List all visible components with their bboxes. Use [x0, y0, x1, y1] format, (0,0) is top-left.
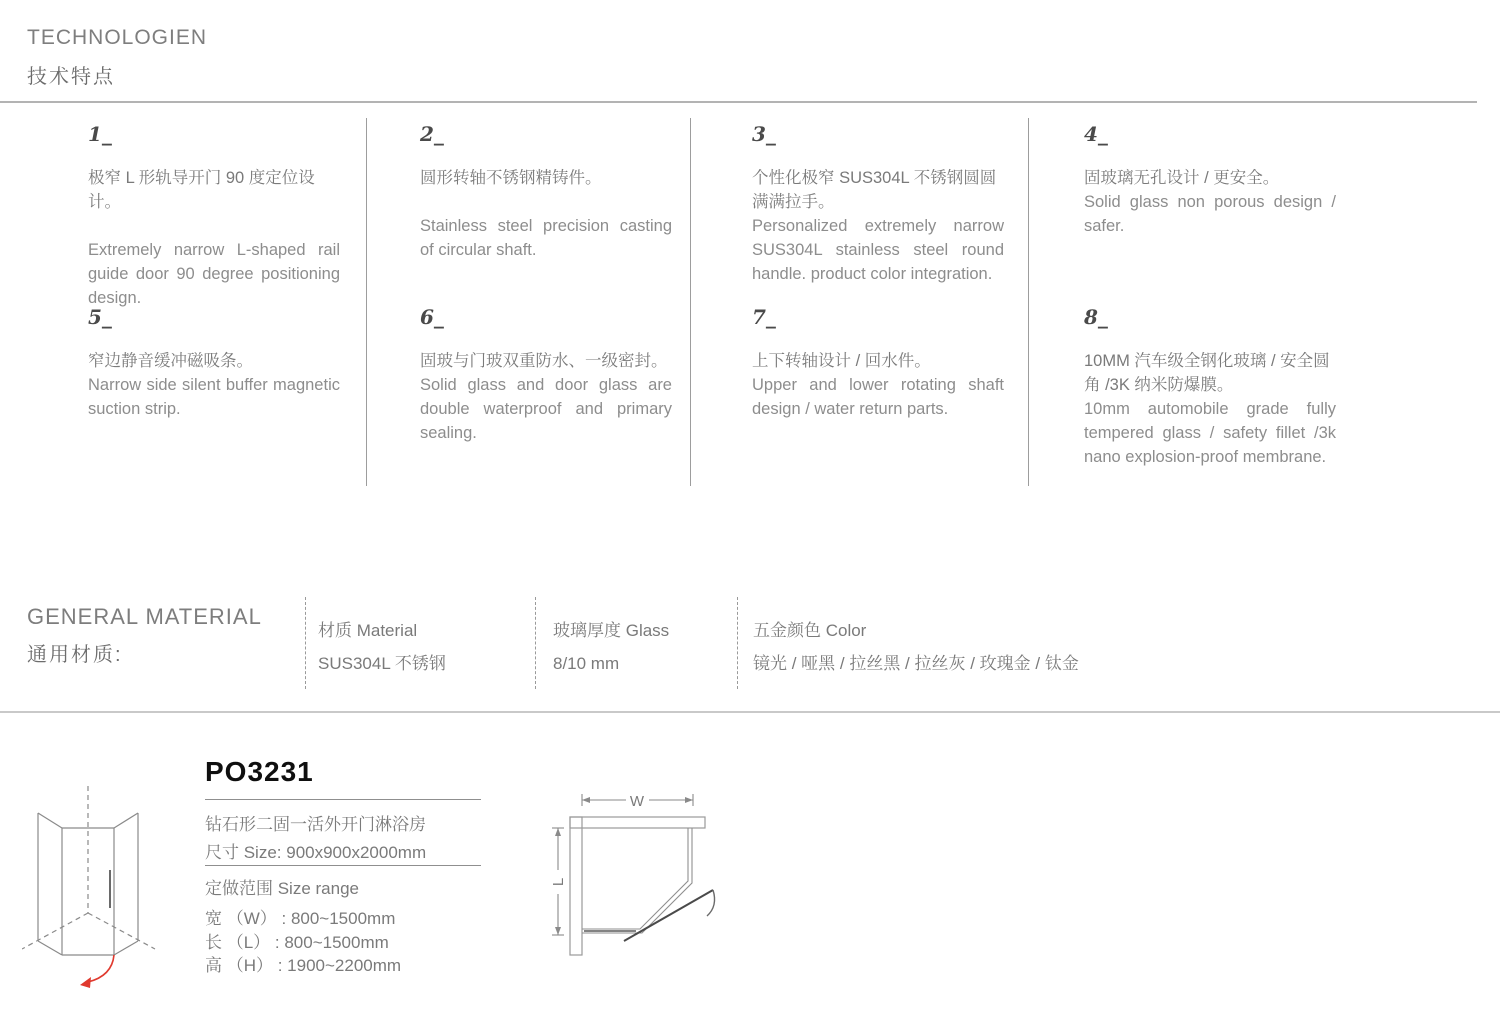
- column-divider: [366, 118, 367, 486]
- material-section-title: GENERAL MATERIAL: [27, 604, 262, 629]
- glass-label: 玻璃厚度 Glass: [553, 621, 670, 640]
- rule: [205, 865, 481, 866]
- dimension-label-w: W: [629, 793, 645, 810]
- size-range-title: 定做范围 Size range: [205, 879, 359, 898]
- feature-text-en: Solid glass and door glass are double waterproof and primary sealing.: [420, 376, 672, 442]
- feature-block-5: [88, 305, 340, 421]
- dimension-label-l: L: [550, 877, 567, 887]
- column-divider: [1028, 118, 1029, 486]
- range-height: 高 （H） : 1900~2200mm: [205, 956, 402, 975]
- glass-column: [553, 615, 669, 680]
- material-label: 材质 Material: [318, 621, 418, 640]
- rule: [205, 799, 481, 800]
- feature-number: 5_: [88, 305, 112, 329]
- feature-number: 1_: [88, 122, 112, 146]
- page-subtitle: 技术特点: [27, 66, 115, 88]
- feature-text-en: Personalized extremely narrow SUS304L stainless steel round handle. product color integration.: [752, 217, 1004, 283]
- feature-block-7: [752, 305, 1004, 421]
- color-label: 五金颜色 Color: [753, 621, 867, 640]
- material-value: SUS304L 不锈钢: [318, 654, 446, 673]
- range-length: 长 （L） : 800~1500mm: [205, 933, 389, 952]
- range-width: 宽 （W） : 800~1500mm: [205, 909, 396, 928]
- feature-block-6: [420, 305, 672, 445]
- feature-text-cn: 10MM 汽车级全钢化玻璃 / 安全圆角 /3K 纳米防爆膜。: [1084, 352, 1330, 394]
- feature-block-3: [752, 122, 1004, 286]
- product-size: 尺寸 Size: 900x900x2000mm: [205, 843, 427, 862]
- door-swing-arrow: [80, 955, 114, 988]
- section-divider: [0, 711, 1500, 713]
- feature-text-en: Solid glass non porous design / safer.: [1084, 193, 1336, 235]
- feature-number: 6_: [420, 305, 444, 329]
- glass-value: 8/10 mm: [553, 654, 620, 673]
- feature-block-8: [1084, 305, 1336, 469]
- product-description: 钻石形二固一活外开门淋浴房: [205, 815, 426, 834]
- material-column: [318, 615, 446, 680]
- feature-text-en: Narrow side silent buffer magnetic suction strip.: [88, 376, 340, 418]
- color-value: 镜光 / 哑黑 / 拉丝黑 / 拉丝灰 / 玫瑰金 / 钛金: [753, 654, 1079, 673]
- product-wireframe-drawing: [22, 778, 172, 1010]
- feature-text-en: Upper and lower rotating shaft design / water return parts.: [752, 376, 1004, 418]
- feature-text-en: Stainless steel precision casting of circular shaft.: [420, 217, 672, 259]
- plan-view-drawing: [540, 782, 730, 967]
- column-divider: [690, 118, 691, 486]
- feature-text-cn: 极窄 L 形轨导开门 90 度定位设计。: [88, 169, 315, 211]
- feature-text-en: 10mm automobile grade fully tempered glass / safety fillet /3k nano explosion-proof membrane.: [1084, 400, 1336, 466]
- dashed-divider: [305, 597, 306, 689]
- feature-number: 8_: [1084, 305, 1108, 329]
- feature-text-cn: 窄边静音缓冲磁吸条。: [88, 352, 253, 370]
- material-section-subtitle: 通用材质:: [27, 644, 123, 666]
- color-column: [753, 615, 1079, 680]
- feature-text-cn: 个性化极窄 SUS304L 不锈钢圆圆满满拉手。: [752, 169, 997, 211]
- feature-text-en: Extremely narrow L-shaped rail guide door 90 degree positioning design.: [88, 241, 340, 307]
- feature-number: 3_: [752, 122, 776, 146]
- dashed-divider: [737, 597, 738, 689]
- dashed-divider: [535, 597, 536, 689]
- feature-number: 4_: [1084, 122, 1108, 146]
- feature-block-2: [420, 122, 672, 262]
- feature-number: 2_: [420, 122, 444, 146]
- feature-text-cn: 圆形转轴不锈钢精铸件。: [420, 169, 602, 187]
- feature-text-cn: 固玻与门玻双重防水、一级密封。: [420, 352, 668, 370]
- product-model: PO3231: [205, 756, 314, 787]
- feature-text-cn: 上下转轴设计 / 回水件。: [752, 352, 931, 370]
- feature-text-cn: 固玻璃无孔设计 / 更安全。: [1084, 169, 1280, 187]
- page-title: TECHNOLOGIEN: [27, 26, 208, 49]
- header-divider: [0, 101, 1477, 103]
- feature-number: 7_: [752, 305, 776, 329]
- feature-block-4: [1084, 122, 1336, 238]
- feature-block-1: [88, 122, 340, 310]
